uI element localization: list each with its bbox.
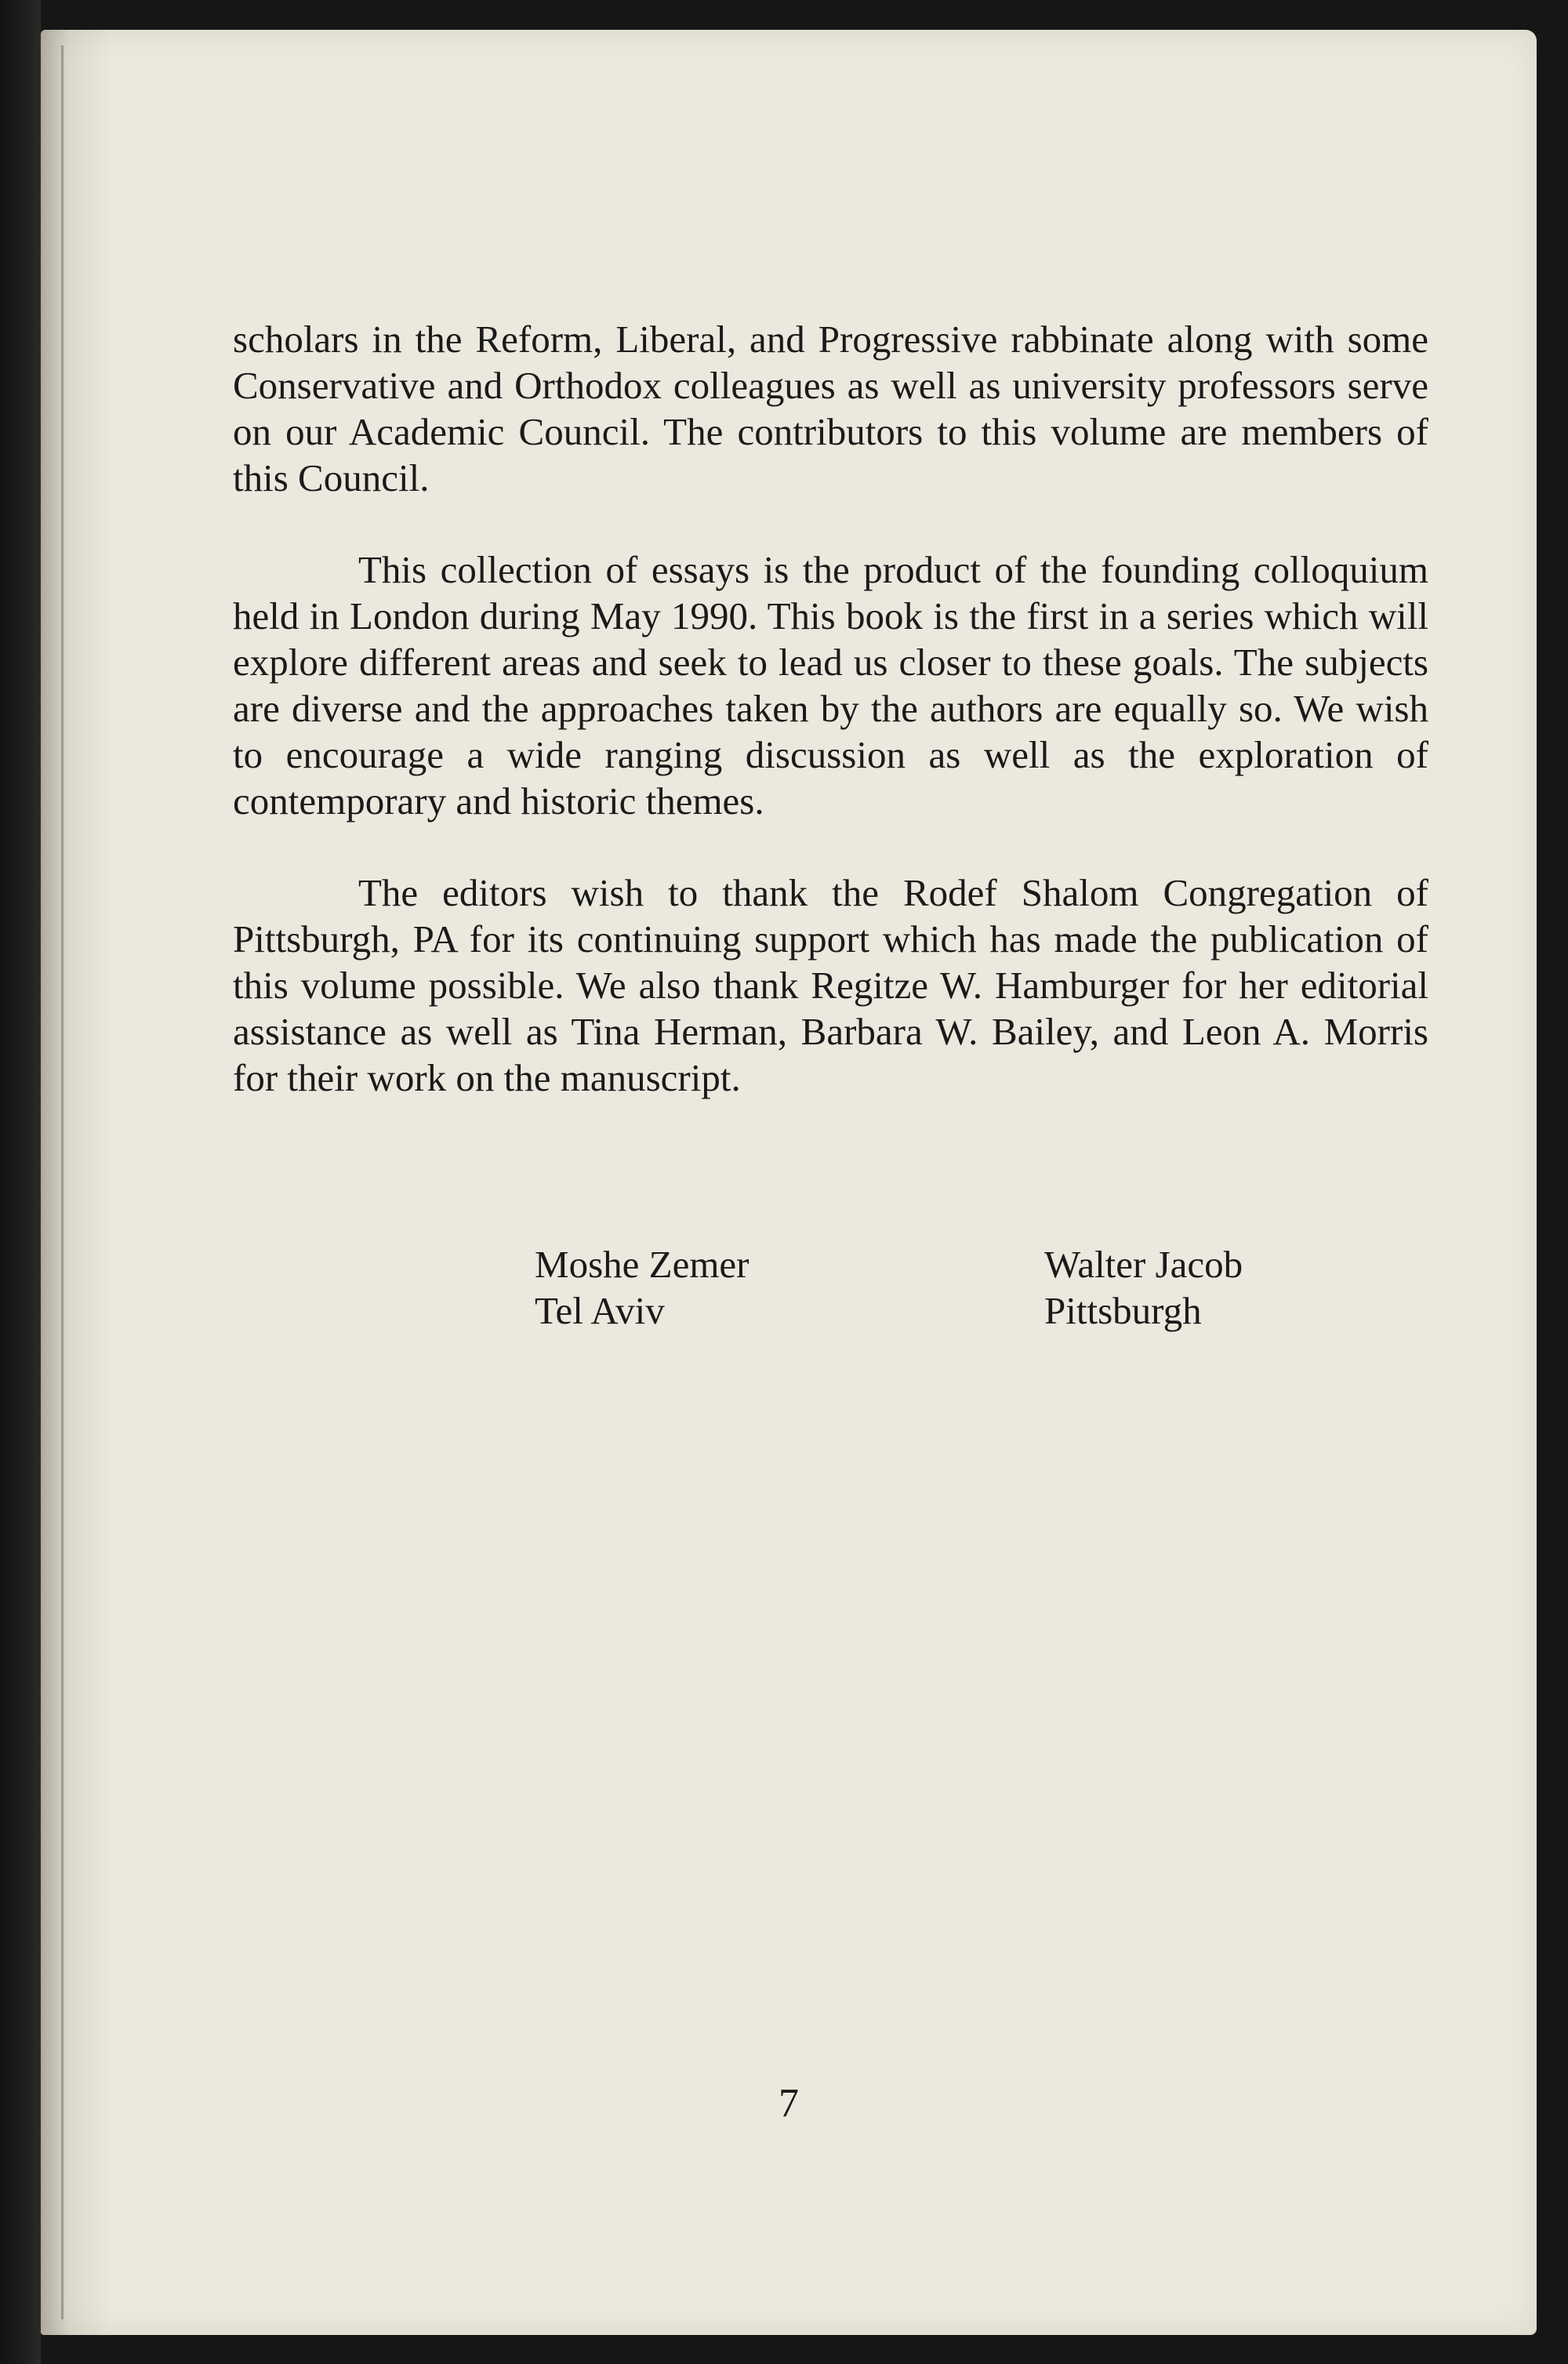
book-page — [41, 30, 1537, 2335]
scanner-edge — [0, 0, 41, 2364]
paragraph-continuation: scholars in the Reform, Liberal, and Progressive rabbinate along with some Conservative and Orthodox colleagues as well as university professors serve on our Academic Council. The contributors to this volume are members of this Council. — [233, 318, 1428, 499]
body-text — [233, 316, 1428, 1146]
binding-line — [61, 45, 64, 2319]
editor-place: Pittsburgh — [1044, 1289, 1202, 1332]
page-gutter — [41, 30, 111, 2335]
paragraph-acknowledgements: The editors wish to thank the Rodef Shalom Congregation of Pittsburgh, PA for its continuing support which has made the publication of this volume possible. We also thank Regitze W. Hamburger for her editorial assistance as well as Tina Herman, Barbara W. Bailey, and Leon A. Morris for their work on the manuscript. — [233, 871, 1428, 1099]
editor-name: Walter Jacob — [1044, 1243, 1243, 1286]
signature-editor-1 — [535, 1241, 750, 1334]
paragraph-collection: This collection of essays is the product of the founding colloquium held in London during May 1990. This book is the first in a series which will explore different areas and seek to lead us closer to these goals. The subjects are diverse and the approaches taken by the authors are equally so. We wish to encourage a wide ranging discussion as well as the exploration of contemporary and historic themes. — [233, 548, 1428, 822]
editor-place: Tel Aviv — [535, 1289, 665, 1332]
page-number: 7 — [779, 2081, 799, 2126]
signature-editor-2 — [1044, 1241, 1243, 1334]
editor-name: Moshe Zemer — [535, 1243, 750, 1286]
